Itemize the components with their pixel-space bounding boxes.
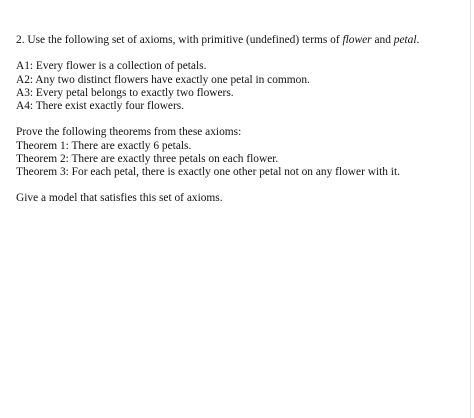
problem-intro-text: 2. Use the following set of axioms, with primitive (undefined) terms of: [16, 34, 343, 46]
theorem-3: Theorem 3: For each petal, there is exactly one other petal not on any flower with it.: [16, 166, 400, 178]
theorem-1: Theorem 1: There are exactly 6 petals.: [16, 139, 192, 152]
spacer: [16, 113, 464, 126]
spacer: [16, 47, 464, 60]
problem-text: [16, 34, 464, 206]
page-edge-divider: [470, 0, 471, 418]
axiom-a2: A2: Any two distinct flowers have exactly one petal in common.: [16, 73, 310, 86]
axiom-a1: A1: Every flower is a collection of petals.: [16, 60, 207, 73]
problem-statement: [16, 34, 464, 47]
axiom-a4: A4: There exist exactly four flowers.: [16, 100, 185, 112]
term-flower: flower: [342, 34, 372, 46]
model-prompt: Give a model that satisfies this set of axioms.: [16, 192, 223, 205]
prove-heading: Prove the following theorems from these axioms:: [16, 126, 242, 139]
theorem-2: Theorem 2: There are exactly three petals on each flower.: [16, 152, 279, 165]
axiom-a3: A3: Every petal belongs to exactly two flowers.: [16, 86, 234, 99]
problem-end-period: .: [416, 34, 420, 46]
spacer: [16, 179, 464, 192]
term-petal: petal: [393, 34, 417, 46]
problem-and-text: and: [371, 34, 394, 46]
